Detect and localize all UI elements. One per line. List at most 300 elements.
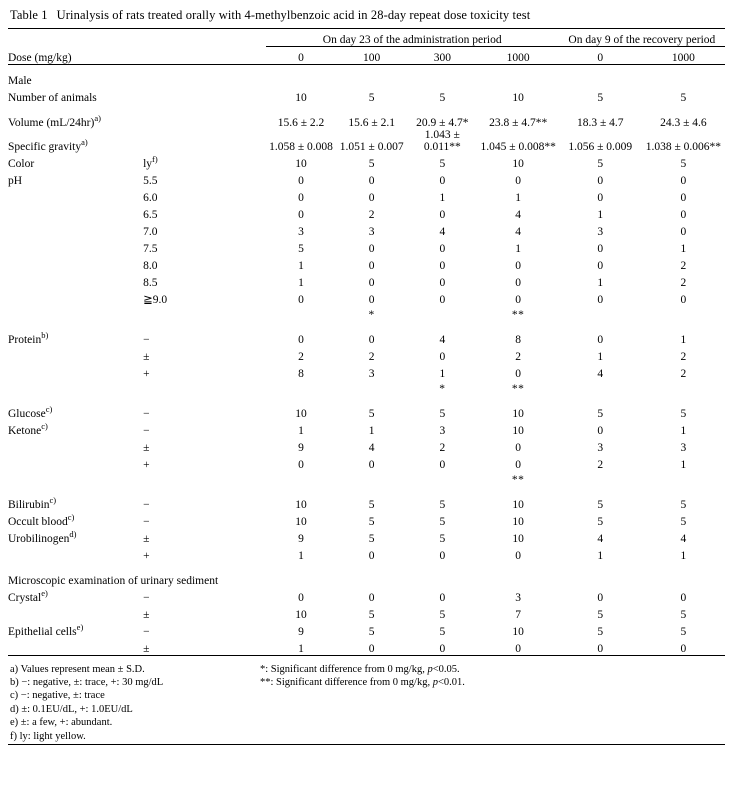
- cell-value: 10: [512, 516, 524, 528]
- footnotes: [8, 663, 725, 744]
- cell-value: 10: [295, 609, 307, 621]
- cell-value: 0: [515, 459, 522, 471]
- cell-value: 0: [368, 175, 375, 187]
- sex-row: [8, 69, 725, 87]
- cell-value: 5: [368, 408, 375, 420]
- cell-value: 0: [368, 550, 375, 562]
- cell-value: 0: [515, 442, 522, 454]
- cell-value: 5: [597, 408, 604, 420]
- cell-value: [642, 570, 725, 587]
- row-label: Protein$^{b)}$: [8, 330, 49, 346]
- row-subcategory: +: [143, 459, 150, 471]
- row-subcategory: 6.5: [143, 209, 158, 221]
- row-label: [8, 471, 143, 486]
- footnote-item: a) Values represent mean ± S.D.: [10, 663, 145, 675]
- table-row: [8, 272, 725, 289]
- cell-value: 0: [680, 226, 687, 238]
- footer-rule: [8, 744, 725, 745]
- cell-value: 1: [298, 642, 304, 655]
- table-row: [8, 153, 725, 170]
- cell-value: 4: [439, 226, 446, 238]
- cell-value: [336, 380, 407, 395]
- cell-value: 4: [597, 368, 604, 380]
- cell-value: 2: [439, 442, 446, 454]
- cell-value: 1.058 ± 0.008: [269, 141, 333, 153]
- cell-value: [559, 471, 642, 486]
- group-header-recovery: On day 9 of the recovery period: [559, 34, 725, 47]
- cell-value: 0: [298, 175, 304, 187]
- cell-value: 5: [597, 626, 604, 638]
- cell-value: 0: [515, 175, 522, 187]
- cell-value: 5: [439, 516, 446, 528]
- spacer-row: [8, 395, 725, 403]
- cell-value: **: [511, 383, 525, 395]
- row-label: Number of animals: [8, 92, 97, 104]
- cell-value: 0: [439, 243, 446, 255]
- cell-value: [407, 471, 478, 486]
- cell-value: 0: [597, 260, 604, 272]
- cell-value: 10: [295, 92, 307, 104]
- cell-value: 1: [680, 334, 687, 346]
- cell-value: 3: [597, 226, 604, 238]
- cell-value: 0: [439, 642, 446, 655]
- cell-value: 4: [680, 533, 687, 545]
- cell-value: [407, 570, 478, 587]
- footnotes-left: [10, 663, 260, 744]
- cell-value: 0: [368, 459, 375, 471]
- table-row: [8, 187, 725, 204]
- cell-value: [336, 471, 407, 486]
- cell-value: 1.051 ± 0.007: [339, 141, 404, 153]
- cell-value: 9: [298, 626, 304, 638]
- row-subcategory: ±: [143, 533, 150, 545]
- footnote-significance: **: Significant difference from 0 mg/kg, p<0.01.: [260, 676, 465, 688]
- cell-value: *: [439, 383, 446, 395]
- cell-value: 10: [295, 408, 307, 420]
- cell-value: 2: [368, 209, 375, 221]
- table-row: [8, 255, 725, 272]
- cell-value: [266, 570, 337, 587]
- row-label: Occult blood$^{c)}$: [8, 512, 75, 528]
- cell-value: 0: [680, 192, 687, 204]
- table-row: [8, 587, 725, 604]
- cell-value: 3: [298, 226, 304, 238]
- cell-value: 0: [368, 243, 375, 255]
- cell-value: 18.3 ± 4.7: [576, 117, 624, 129]
- cell-value: 9: [298, 442, 304, 454]
- cell-value: 0: [368, 334, 375, 346]
- row-label: Volume $(mL/24hr)^{a)}$: [8, 113, 101, 129]
- cell-value: 7: [515, 609, 522, 621]
- row-subcategory: −: [143, 408, 150, 420]
- footnote-significance: *: Significant difference from 0 mg/kg, p<0.05.: [260, 663, 460, 675]
- row-subcategory: −: [143, 499, 150, 511]
- cell-value: 2: [680, 351, 687, 363]
- cell-value: [642, 306, 725, 321]
- row-label: [8, 346, 143, 363]
- cell-value: 0: [597, 592, 604, 604]
- row-label: [8, 289, 143, 306]
- cell-value: 4: [439, 334, 446, 346]
- cell-value: 10: [512, 499, 524, 511]
- cell-value: 0: [439, 351, 446, 363]
- table-row: [8, 638, 725, 655]
- table-row: [8, 604, 725, 621]
- cell-value: 0: [439, 175, 446, 187]
- cell-value: 2: [368, 351, 375, 363]
- cell-value: 1: [368, 425, 375, 437]
- row-subcategory: 7.5: [143, 243, 158, 255]
- row-subcategory: +: [143, 368, 150, 380]
- dose-col-1000: 1000: [506, 52, 530, 64]
- cell-value: 0: [298, 294, 304, 306]
- row-subcategory: [143, 129, 266, 153]
- cell-value: 0: [515, 260, 522, 272]
- table-row: [8, 112, 725, 129]
- table-row: [8, 306, 725, 321]
- cell-value: 0: [597, 192, 604, 204]
- row-label: [8, 238, 143, 255]
- cell-value: 1: [439, 192, 446, 204]
- spacer-row: [8, 562, 725, 570]
- cell-value: 5: [439, 408, 446, 420]
- cell-value: [559, 380, 642, 395]
- cell-value: [559, 570, 642, 587]
- cell-value: 0: [680, 642, 687, 655]
- row-label: Color: [8, 158, 35, 170]
- row-subcategory: −: [143, 626, 150, 638]
- row-subcategory: [143, 87, 266, 104]
- footnote-item: c) −: negative, ±: trace: [10, 690, 105, 702]
- row-subcategory: 7.0: [143, 226, 158, 238]
- cell-value: 0: [368, 642, 375, 655]
- table-row: [8, 511, 725, 528]
- cell-value: 0: [298, 459, 304, 471]
- cell-value: 5: [439, 499, 446, 511]
- row-subcategory: +: [143, 550, 150, 562]
- table-bottom-rule: [8, 655, 725, 659]
- cell-value: 1: [597, 277, 604, 289]
- cell-value: 1: [680, 243, 687, 255]
- dose-col-0: 0: [298, 52, 304, 64]
- cell-value: 0: [597, 243, 604, 255]
- cell-value: 0: [680, 175, 687, 187]
- row-subcategory: ±: [143, 442, 150, 454]
- cell-value: 0: [439, 260, 446, 272]
- table-row: [8, 170, 725, 187]
- row-label: [8, 604, 143, 621]
- table-row: [8, 221, 725, 238]
- cell-value: 5: [597, 516, 604, 528]
- dose-label: Dose (mg/kg): [8, 52, 72, 64]
- row-label: Ketone$^{c)}$: [8, 421, 48, 437]
- cell-value: 15.6 ± 2.2: [277, 117, 325, 129]
- cell-value: 5: [368, 158, 375, 170]
- row-subcategory: 8.0: [143, 260, 158, 272]
- row-subcategory: ≧9.0: [143, 294, 168, 306]
- cell-value: 0: [368, 192, 375, 204]
- header-group-row: [8, 34, 725, 47]
- cell-value: **: [511, 474, 525, 486]
- dose-col-100: 100: [363, 52, 381, 64]
- cell-value: 4: [515, 226, 522, 238]
- cell-value: 5: [368, 609, 375, 621]
- cell-value: 0: [680, 209, 687, 221]
- row-label: pH: [8, 175, 23, 187]
- cell-value: 1: [680, 425, 687, 437]
- caption-label: Table 1: [10, 8, 48, 22]
- cell-value: 5: [439, 609, 446, 621]
- cell-value: 2: [298, 351, 304, 363]
- urinalysis-table: [8, 28, 725, 659]
- row-label: [8, 380, 143, 395]
- cell-value: 5: [368, 499, 375, 511]
- row-subcategory: ±: [143, 351, 150, 363]
- cell-value: 5: [597, 158, 604, 170]
- cell-value: 3: [597, 442, 604, 454]
- row-label: [8, 255, 143, 272]
- row-subcategory: ±: [143, 609, 150, 621]
- table-row: [8, 528, 725, 545]
- cell-value: 1: [597, 351, 604, 363]
- cell-value: **: [511, 309, 525, 321]
- cell-value: 8: [298, 368, 304, 380]
- row-subcategory: [143, 112, 266, 129]
- table-row: [8, 570, 725, 587]
- dose-col-300: 300: [433, 52, 451, 64]
- table-row: [8, 420, 725, 437]
- cell-value: 3: [515, 592, 522, 604]
- cell-value: 2: [680, 368, 687, 380]
- recovery-col-1000: 1000: [671, 52, 695, 64]
- cell-value: 0: [298, 192, 304, 204]
- cell-value: [266, 380, 337, 395]
- cell-value: 5: [368, 533, 375, 545]
- row-label: [8, 306, 143, 321]
- row-subcategory: ±: [143, 642, 150, 655]
- cell-value: [336, 570, 407, 587]
- table-row: [8, 329, 725, 346]
- cell-value: [266, 306, 337, 321]
- table-row: [8, 437, 725, 454]
- cell-value: 0: [597, 425, 604, 437]
- table-row: [8, 454, 725, 471]
- table-row: [8, 380, 725, 395]
- cell-value: 5: [597, 609, 604, 621]
- cell-value: 5: [439, 92, 446, 104]
- cell-value: 5: [680, 609, 687, 621]
- row-subcategory: −: [143, 592, 150, 604]
- cell-value: 1: [515, 192, 522, 204]
- cell-value: 0: [439, 294, 446, 306]
- cell-value: 0: [515, 294, 522, 306]
- cell-value: 1: [597, 209, 604, 221]
- cell-value: 5: [680, 158, 687, 170]
- cell-value: 5: [597, 499, 604, 511]
- spacer-row: [8, 104, 725, 112]
- cell-value: 3: [439, 425, 446, 437]
- cell-value: 5: [368, 92, 375, 104]
- row-label: Urobilinogen$^{d)}$: [8, 529, 77, 545]
- cell-value: 1.056 ± 0.009: [568, 141, 633, 153]
- cell-value: 0: [439, 277, 446, 289]
- row-subcategory: [143, 471, 266, 486]
- row-label: Bilirubin$^{c)}$: [8, 495, 57, 511]
- cell-value: 0: [368, 592, 375, 604]
- row-subcategory: 8.5: [143, 277, 158, 289]
- cell-value: 10: [512, 408, 524, 420]
- cell-value: 0: [515, 642, 522, 655]
- cell-value: 5: [597, 92, 604, 104]
- cell-value: 1: [298, 260, 304, 272]
- cell-value: 0: [680, 592, 687, 604]
- cell-value: 20.9 ± 4.7*: [416, 117, 469, 129]
- cell-value: 0: [439, 592, 446, 604]
- cell-value: 0: [597, 334, 604, 346]
- row-label: [8, 272, 143, 289]
- row-label: [8, 187, 143, 204]
- cell-value: 10: [295, 499, 307, 511]
- table-caption: [10, 8, 725, 23]
- cell-value: *: [368, 309, 375, 321]
- cell-value: 4: [515, 209, 522, 221]
- cell-value: 4: [597, 533, 604, 545]
- cell-value: 8: [515, 334, 522, 346]
- cell-value: 5: [680, 92, 687, 104]
- cell-value: 0: [439, 550, 446, 562]
- table-row: [8, 129, 725, 153]
- row-subcategory: [143, 306, 266, 321]
- cell-value: 1: [298, 425, 304, 437]
- row-label: [8, 545, 143, 562]
- cell-value: 2: [515, 351, 522, 363]
- cell-value: 1: [680, 550, 687, 562]
- row-subcategory: $ly^{f)}$: [143, 154, 158, 170]
- cell-value: 23.8 ± 4.7**: [489, 117, 548, 129]
- table-row: [8, 87, 725, 104]
- cell-value: 5: [368, 626, 375, 638]
- cell-value: 5: [439, 158, 446, 170]
- footnote-item: b) −: negative, ±: trace, +: 30 mg/dL: [10, 676, 164, 688]
- cell-value: 2: [680, 277, 687, 289]
- cell-value: 0: [597, 175, 604, 187]
- cell-value: 4: [368, 442, 375, 454]
- cell-value: 3: [368, 368, 375, 380]
- recovery-col-0: 0: [597, 52, 604, 64]
- cell-value: 0: [298, 592, 304, 604]
- cell-value: 1.043 ± 0.011**: [423, 129, 461, 153]
- cell-value: 10: [512, 626, 524, 638]
- table-row: [8, 403, 725, 420]
- table-row: [8, 346, 725, 363]
- row-label: Microscopic examination of urinary sediment: [8, 575, 219, 587]
- cell-value: 0: [515, 550, 522, 562]
- table-row: [8, 471, 725, 486]
- cell-value: [559, 306, 642, 321]
- cell-value: 5: [368, 516, 375, 528]
- cell-value: 0: [298, 334, 304, 346]
- cell-value: 15.6 ± 2.1: [348, 117, 395, 129]
- cell-value: 3: [680, 442, 687, 454]
- footnote-item: f) ly: light yellow.: [10, 730, 86, 742]
- cell-value: 10: [512, 425, 524, 437]
- sex-label: Male: [8, 75, 32, 87]
- cell-value: 5: [680, 499, 687, 511]
- cell-value: 0: [439, 209, 446, 221]
- row-subcategory: −: [143, 425, 150, 437]
- cell-value: 5: [439, 533, 446, 545]
- cell-value: 10: [295, 158, 307, 170]
- cell-value: 0: [368, 260, 375, 272]
- caption-text: Urinalysis of rats treated orally with 4-methylbenzoic acid in 28-day repeat dose toxicity test: [56, 8, 531, 22]
- row-label: Glucose$^{c)}$: [8, 404, 53, 420]
- cell-value: 0: [597, 294, 604, 306]
- cell-value: 2: [597, 459, 604, 471]
- cell-value: 0: [368, 294, 375, 306]
- cell-value: 10: [512, 533, 524, 545]
- footnote-item: e) ±: a few, +: abundant.: [10, 717, 113, 729]
- table-row: [8, 238, 725, 255]
- row-label: [8, 437, 143, 454]
- header-dose-row: [8, 47, 725, 65]
- cell-value: [407, 306, 478, 321]
- row-label: [8, 363, 143, 380]
- cell-value: [642, 380, 725, 395]
- spacer-row: [8, 321, 725, 329]
- cell-value: 0: [298, 209, 304, 221]
- row-subcategory: [143, 380, 266, 395]
- cell-value: 0: [439, 459, 446, 471]
- cell-value: 5: [680, 408, 687, 420]
- cell-value: 5: [298, 243, 304, 255]
- row-subcategory: 5.5: [143, 175, 158, 187]
- row-subcategory: −: [143, 516, 150, 528]
- spacer-row: [8, 486, 725, 494]
- cell-value: 1: [515, 243, 522, 255]
- cell-value: 0: [515, 368, 522, 380]
- row-subcategory: 6.0: [143, 192, 158, 204]
- row-subcategory: −: [143, 334, 150, 346]
- cell-value: 1: [597, 550, 604, 562]
- cell-value: 1: [298, 277, 304, 289]
- cell-value: 1: [680, 459, 687, 471]
- table-row: [8, 621, 725, 638]
- cell-value: 0: [597, 642, 604, 655]
- cell-value: 10: [512, 92, 524, 104]
- cell-value: [642, 471, 725, 486]
- row-label: [8, 221, 143, 238]
- row-label: [8, 204, 143, 221]
- cell-value: 0: [515, 277, 522, 289]
- cell-value: 1: [298, 550, 304, 562]
- row-label: Crystal$^{e)}$: [8, 588, 48, 604]
- cell-value: 5: [680, 516, 687, 528]
- table-row: [8, 494, 725, 511]
- table-row: [8, 289, 725, 306]
- cell-value: 9: [298, 533, 304, 545]
- row-label: [8, 454, 143, 471]
- cell-value: 0: [368, 277, 375, 289]
- row-label: Epithelial cells$^{e)}$: [8, 622, 84, 638]
- group-header-administration: On day 23 of the administration period: [266, 34, 559, 47]
- row-label: [8, 638, 143, 655]
- cell-value: [266, 471, 337, 486]
- cell-value: 10: [295, 516, 307, 528]
- table-row: [8, 204, 725, 221]
- cell-value: 1.045 ± 0.008**: [480, 141, 556, 153]
- cell-value: 5: [439, 626, 446, 638]
- cell-value: 10: [512, 158, 524, 170]
